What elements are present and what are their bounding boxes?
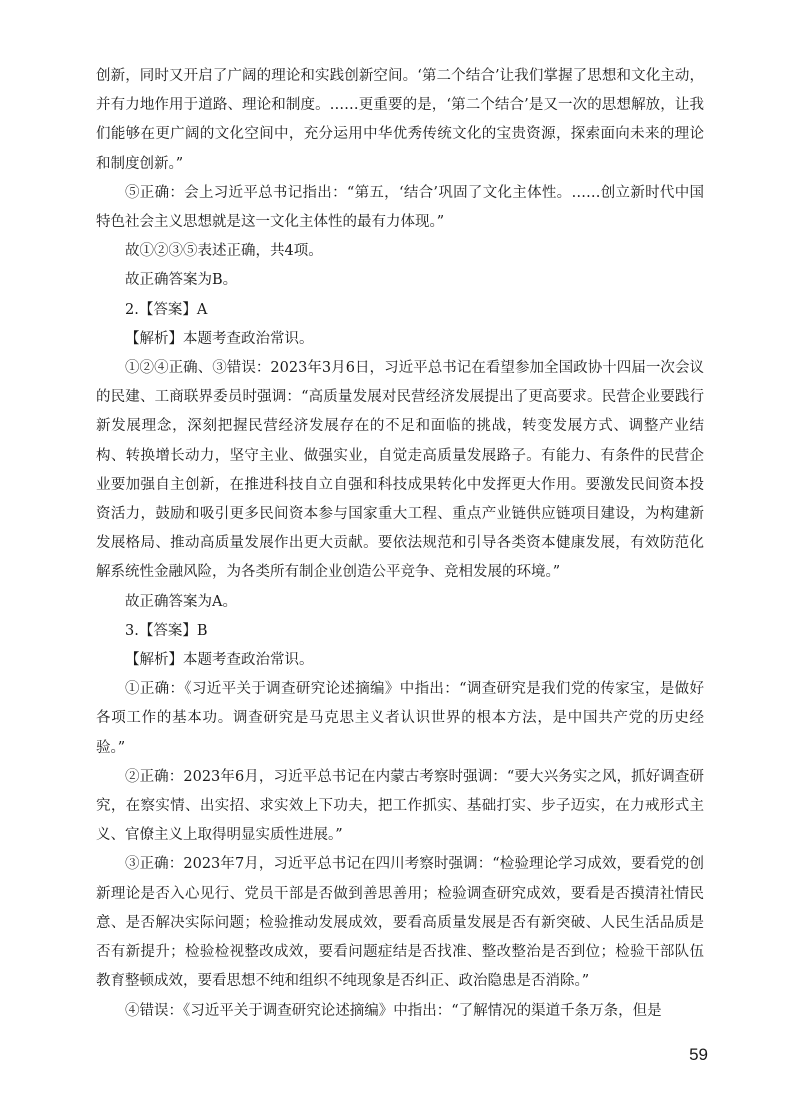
paragraph-conclusion: 故正确答案为B。 — [125, 272, 238, 289]
answer-heading-2: 2.【答案】A — [125, 301, 208, 318]
paragraph-item-5: ⑤正确：会上习近平总书记指出：“第五，‘结合’巩固了文化主体性。……创立新时代中国特色社会主义思想就是这一文化主体性的最有力体现。” — [96, 184, 704, 231]
document-page — [96, 62, 704, 1026]
paragraph-q2-analysis: ①②④正确、③错误：2023年3月6日，习近平总书记在看望参加全国政协十四届一次会议的民建、工商联界委员时强调：“高质量发展对民营经济发展提出了更高要求。民营企业要践行新发展理念，深刻把握民营经济发展存在的不足和面临的挑战，转变发展方式、调整产业结构、转换增长动力，坚守主业、做强实业，自觉走高质量发展路子。有能力、有条件的民营企业要加强自主创新，在推进科技自立自强和科技成果转化中发挥更大作用。要激发民间资本投资活力，鼓励和吸引更多民间资本参与国家重大工程、重点产业链供应链项目建设，为构建新发展格局、推动高质量发展作出更大贡献。要依法规范和引导各类资本健康发展，有效防范化解系统性金融风险，为各类所有制企业创造公平竞争、竞相发展的环境。” — [96, 360, 704, 581]
analysis-heading-2: 【解析】本题考查政治常识。 — [125, 330, 314, 347]
paragraph-summary: 故①②③⑤表述正确，共4项。 — [125, 243, 323, 260]
paragraph-q3-item-2: ②正确：2023年6月，习近平总书记在内蒙古考察时强调：“要大兴务实之风，抓好调查研究，在察实情、出实招、求实效上下功夫，把工作抓实、基础打实、步子迈实，在力戒形式主义、官僚主义上取得明显实质性进展。” — [96, 768, 704, 844]
paragraph-q2-conclusion: 故正确答案为A。 — [125, 593, 237, 610]
answer-heading-3: 3.【答案】B — [125, 622, 208, 639]
analysis-heading-3: 【解析】本题考查政治常识。 — [125, 652, 314, 669]
paragraph-q3-item-1: ①正确：《习近平关于调查研究论述摘编》中指出：“调查研究是我们党的传家宝，是做好各项工作的基本功。调查研究是马克思主义者认识世界的根本方法，是中国共产党的历史经验。” — [96, 681, 704, 756]
paragraph-q3-item-4: ④错误：《习近平关于调查研究论述摘编》中指出：“了解情况的渠道千条万条，但是 — [125, 1002, 662, 1019]
paragraph-continuation: 创新，同时又开启了广阔的理论和实践创新空间。‘第二个结合’让我们掌握了思想和文化主动，并有力地作用于道路、理论和制度。……更重要的是，‘第二个结合’是又一次的思想解放，让我们能够在更广阔的文化空间中，充分运用中华优秀传统文化的宝贵资源，探索面向未来的理论和制度创新。” — [96, 68, 704, 172]
page-number: 59 — [689, 1045, 708, 1064]
paragraph-q3-item-3: ③正确：2023年7月，习近平总书记在四川考察时强调：“检验理论学习成效，要看党的创新理论是否入心见行、党员干部是否做到善思善用；检验调查研究成效，要看是否摸清社情民意、是否解决实际问题；检验推动发展成效，要看高质量发展是否有新突破、人民生活品质是否有新提升；检验检视整改成效，要看问题症结是否找准、整改整治是否到位；检验干部队伍教育整顿成效，要看思想不纯和组织不纯现象是否纠正、政治隐患是否消除。” — [96, 856, 704, 990]
